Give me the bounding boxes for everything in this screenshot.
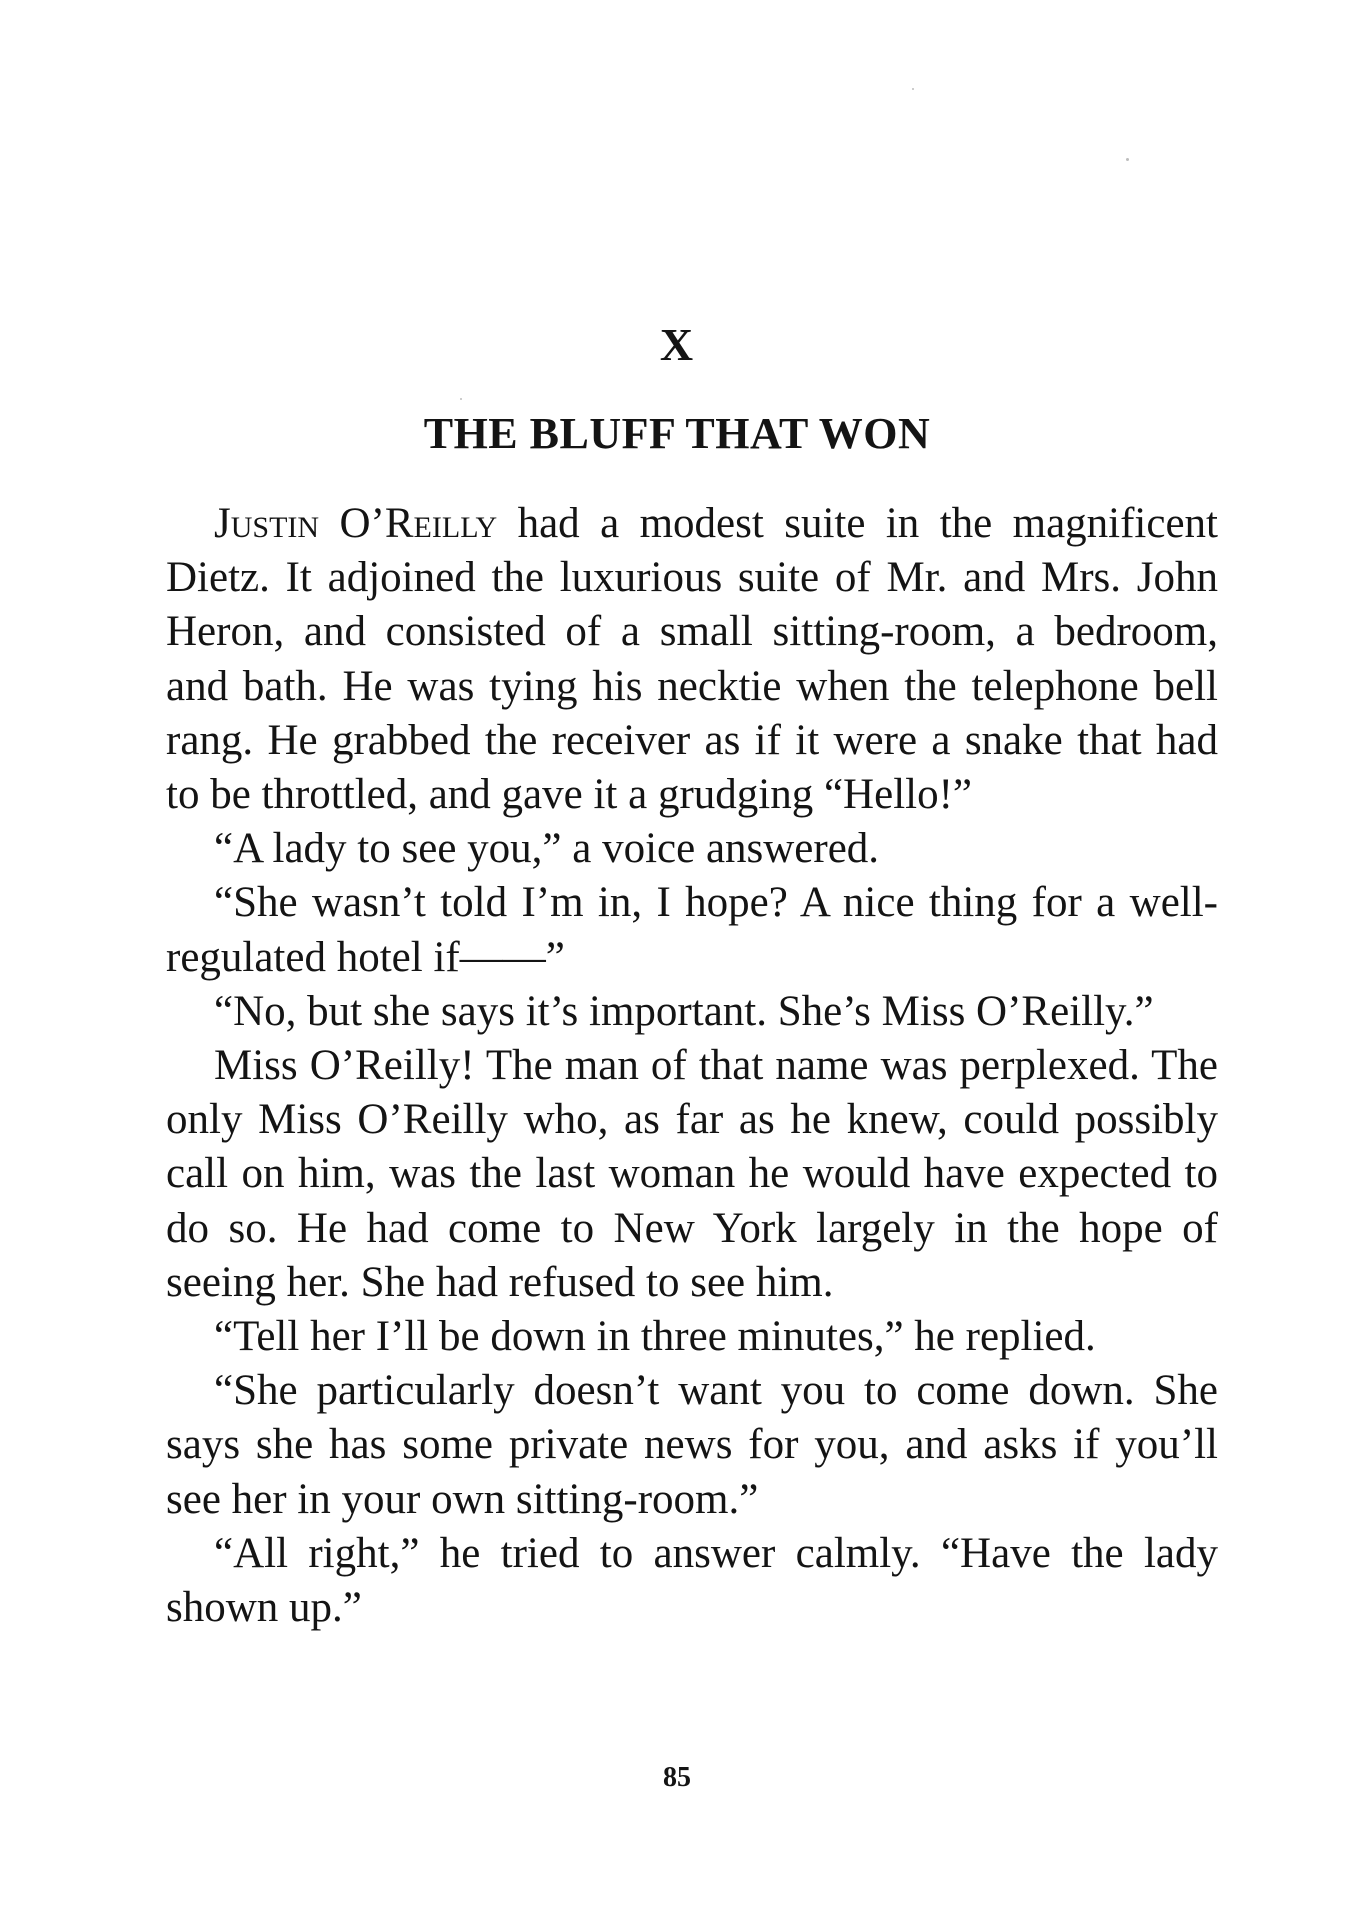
paragraph: “A lady to see you,” a voice answered.: [214, 825, 880, 873]
chapter-number: X: [659, 319, 695, 370]
opening-paragraph: [166, 497, 1218, 822]
paper-speck: [912, 88, 914, 90]
opening-smallcaps-first-name: Justin: [214, 500, 320, 547]
paragraph: “Tell her I’ll be down in three minutes,” he replied.: [214, 1313, 1096, 1361]
body-text: [166, 497, 1218, 1635]
paper-speck: [460, 398, 462, 400]
opening-smallcaps-last-name: O’Reilly: [339, 500, 498, 547]
paragraph: “No, but she says it’s important. She’s Miss O’Reilly.”: [214, 987, 1154, 1035]
opening-name-space: [319, 500, 339, 547]
chapter-title: THE BLUFF THAT WON: [423, 409, 931, 458]
paper-speck: [1126, 158, 1129, 161]
paragraph: “She wasn’t told I’m in, I hope? A nice thing for a well-regulated hotel if——”: [166, 879, 1218, 981]
opening-paragraph-text: had a modest suite in the magnificent Dietz. It adjoined the luxurious suite of Mr. and Mrs. John Heron, and consisted of a small sitting-room, a bedroom, and bath. He was tying his necktie when the telephone bell rang. He grabbed the receiver as if it were a snake that had to be throttled, and gave it a grudging “Hello!”: [166, 500, 1218, 819]
paragraph: Miss O’Reilly! The man of that name was perplexed. The only Miss O’Reilly who, as far as he knew, could possibly call on him, was the last woman he would have expected to do so. He had come to New York largely in the hope of seeing her. She had refused to see him.: [166, 1042, 1218, 1306]
page-number: 85: [663, 1762, 691, 1793]
paragraph: “All right,” he tried to answer calmly. “Have the lady shown up.”: [166, 1529, 1218, 1632]
paragraph: “She particularly doesn’t want you to come down. She says she has some private news for you, and asks if you’ll see her in your own sitting-room.”: [166, 1367, 1218, 1523]
